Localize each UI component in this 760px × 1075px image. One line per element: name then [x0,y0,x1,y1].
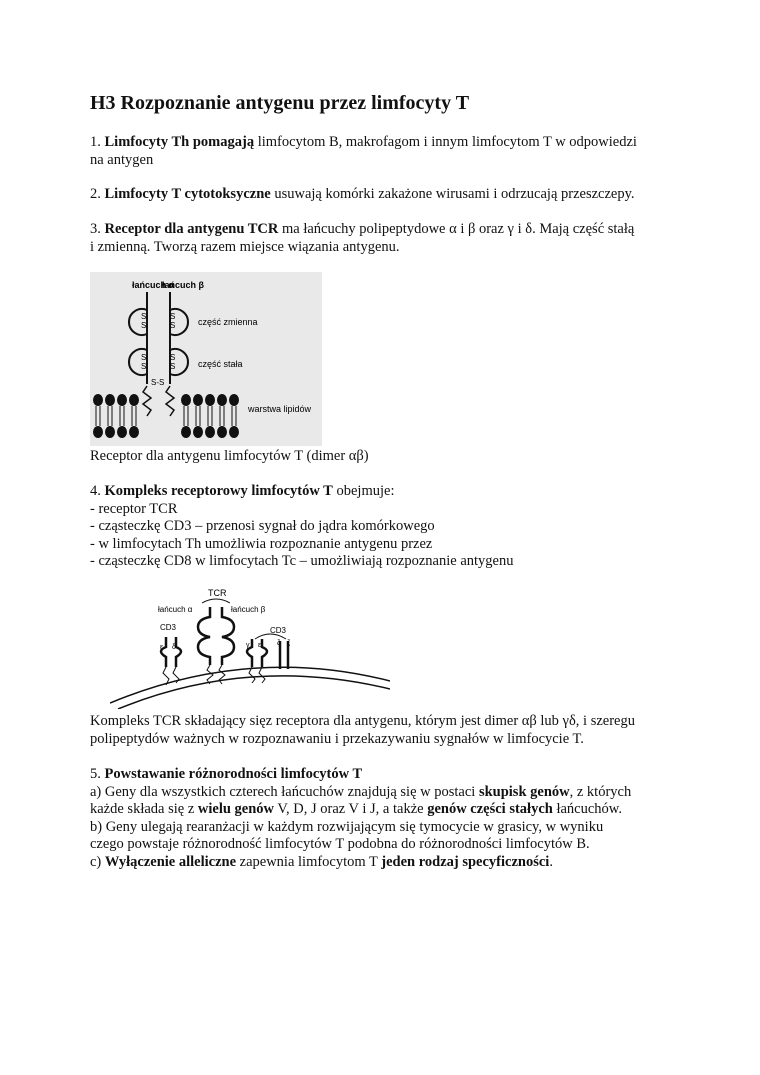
svg-text:S: S [141,353,147,362]
tcr-complex-figure [110,585,390,709]
section-1-bold: Limfocyty Th pomagają [104,134,255,150]
cell-membrane [110,667,390,703]
label-cd3-right: CD3 [270,626,287,635]
cd3-right-group [247,639,291,669]
section-4-number: 4. [90,483,105,499]
section-3-text: ma łańcuchy polipeptydowe α i β oraz γ i δ. Mają część stałą [278,221,635,237]
section-3-text-line2: i zmienną. Tworzą razem miejsce wiązania antygenu. [90,238,400,255]
label-variable-part: część zmienna [198,317,258,327]
tcr-dimer-figure [90,272,322,446]
svg-text:S: S [170,321,176,330]
list-item: - cząsteczkę CD8 w limfocytach Tc – umożliwiają rozpoznanie antygenu [90,553,514,569]
svg-text:δ: δ [172,644,176,651]
list-item: - w limfocytach Th umożliwia rozpoznanie antygenu przez [90,535,433,552]
section-4-bold: Kompleks receptorowy limfocytów T [104,483,333,499]
svg-text:S: S [141,312,147,321]
figure-1-caption: Receptor dla antygenu limfocytów T (dimer αβ) [90,448,369,464]
tcr-complex-diagram [110,585,390,709]
tcr-dimer-diagram [90,272,322,446]
section-3 [90,221,680,256]
section-4-text: obejmuje: [332,483,395,499]
label-complex-alpha: łańcuch α [158,605,193,614]
label-complex-beta: łańcuch β [231,605,266,614]
section-5: 5. Powstawanie różnorodności limfocytów T a) Geny dla wszystkich czterech łańcuchów znajdują się w postaci skupisk genów, z których każde składa się z wielu genów V, D, J oraz V i J, a także genów części stałych łańcuchów. b) Geny ulegają rearanżacji w każdym rozwijającym się tymocycie w grasicy, w wyniku czego powstaje różnorodność limfocytów T podobna do różnorodności limfocytów B. c) Wyłączenie alleliczne zapewnia limfocytom T jeden rodzaj specyficzności. [90,766,632,870]
cd3-left-pair [161,637,181,667]
section-1 [90,134,680,169]
section-1-number: 1. [90,134,105,150]
svg-text:S: S [141,321,147,330]
section-1-text-line2: na antygen [90,151,154,168]
section-5-bold: Powstawanie różnorodności limfocytów T [104,766,363,782]
figure-2-caption: Kompleks TCR składający sięz receptora dla antygenu, którym jest dimer αβ lub γδ, i szeregu polipeptydów ważnych w rozpoznawaniu i przekazywaniu sygnałów w limfocycie T. [90,713,635,747]
svg-text:S: S [170,312,176,321]
svg-text:S: S [170,362,176,371]
svg-text:S: S [141,362,147,371]
svg-text:S-S: S-S [151,378,165,387]
section-2 [90,186,680,204]
label-tcr: TCR [208,588,227,598]
svg-text:γ: γ [246,642,250,649]
section-2-number: 2. [90,186,105,202]
svg-text:ε: ε [160,644,164,651]
list-item: - cząsteczkę CD3 – przenosi sygnał do jądra komórkowego [90,518,435,534]
section-5-number: 5. [90,766,105,782]
section-3-bold: Receptor dla antygenu TCR [104,221,279,237]
list-item: - receptor TCR [90,500,178,517]
label-alpha-chain: łańcuch α [132,280,175,290]
section-4 [90,483,680,571]
label-constant-part: część stała [198,359,243,369]
lipid-bilayer [93,394,239,438]
page-title: H3 Rozpoznanie antygenu przez limfocyty T [90,92,470,114]
label-lipid-layer: warstwa lipidów [248,404,312,414]
section-2-text: usuwają komórki zakażone wirusami i odrzucają przeszczepy. [270,186,635,202]
label-cd3-left: CD3 [160,623,177,632]
tcr-heterodimer [198,607,234,665]
section-1-text: limfocytom B, makrofagom i innym limfocytom T w odpowiedzi [254,134,637,150]
section-3-number: 3. [90,221,105,237]
section-2-bold: Limfocyty T cytotoksyczne [104,186,271,202]
svg-text:S: S [170,353,176,362]
svg-text:ζ: ζ [287,640,291,647]
svg-text:ζ: ζ [277,640,281,647]
svg-text:ε: ε [258,642,262,649]
label-beta-chain: łańcuch β [162,280,205,290]
